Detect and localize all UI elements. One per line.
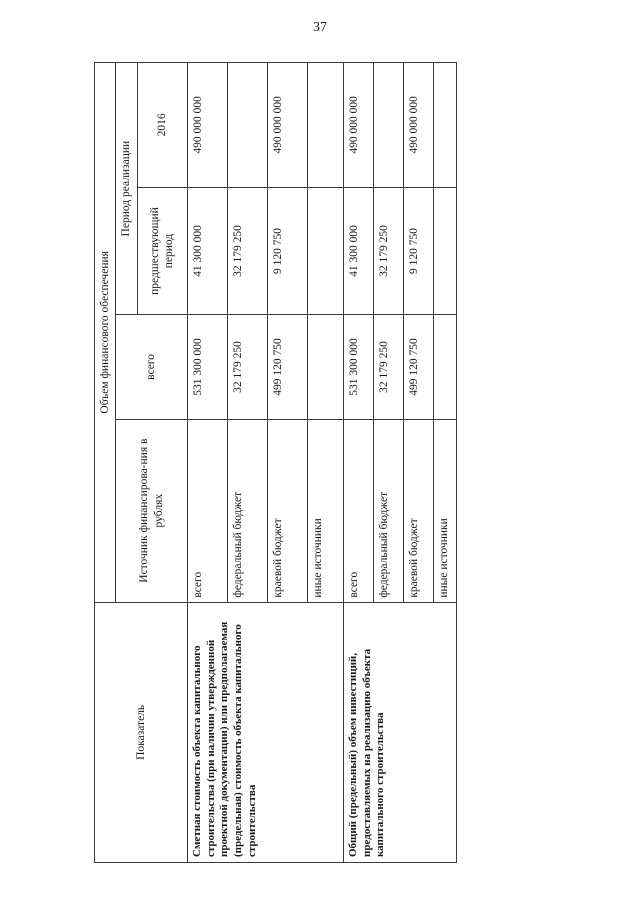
year-cell — [433, 63, 456, 188]
year-cell: 490 000 000 — [187, 63, 227, 188]
year-cell: 490 000 000 — [403, 63, 433, 188]
header-period: Период реализации — [116, 63, 137, 315]
total-cell: 32 179 250 — [227, 315, 267, 419]
previous-cell: 41 300 000 — [343, 187, 373, 314]
year-cell — [307, 63, 343, 188]
total-cell: 531 300 000 — [343, 315, 373, 419]
source-cell: краевой бюджет — [403, 419, 433, 602]
table-row — [187, 63, 227, 863]
source-cell: иные источники — [433, 419, 456, 602]
source-cell: федеральный бюджет — [373, 419, 403, 602]
table-row — [343, 63, 373, 863]
source-cell: федеральный бюджет — [227, 419, 267, 602]
previous-cell — [307, 187, 343, 314]
header-year: 2016 — [137, 63, 187, 188]
header-row-volume — [95, 63, 116, 863]
previous-cell: 32 179 250 — [373, 187, 403, 314]
rotated-table-container — [94, 62, 450, 863]
header-volume: Объем финансового обеспечения — [95, 63, 116, 603]
source-cell: иные источники — [307, 419, 343, 602]
previous-cell: 9 120 750 — [267, 187, 307, 314]
source-cell: всего — [187, 419, 227, 602]
total-cell: 32 179 250 — [373, 315, 403, 419]
source-cell: всего — [343, 419, 373, 602]
total-cell — [433, 315, 456, 419]
year-cell: 490 000 000 — [267, 63, 307, 188]
previous-cell: 9 120 750 — [403, 187, 433, 314]
year-cell — [227, 63, 267, 188]
financing-table — [94, 62, 457, 863]
total-cell — [307, 315, 343, 419]
total-cell: 499 120 750 — [403, 315, 433, 419]
header-indicator: Показатель — [95, 602, 188, 862]
page-number: 37 — [313, 20, 327, 35]
previous-cell: 32 179 250 — [227, 187, 267, 314]
indicator-cell: Сметная стоимость объекта капитального строительства (при наличии утвержденной проектной документации) или предполагаемая (предельная) стоимость объекта капитального строительства — [187, 602, 343, 862]
header-source: Источник финансирова-ния в рублях — [116, 419, 187, 602]
indicator-cell: Общий (предельный) объем инвестиций, предоставляемых на реализацию объекта капитального строительства — [343, 602, 456, 862]
total-cell: 531 300 000 — [187, 315, 227, 419]
year-cell — [373, 63, 403, 188]
previous-cell — [433, 187, 456, 314]
header-previous-period: предшествующий период — [137, 187, 187, 314]
total-cell: 499 120 750 — [267, 315, 307, 419]
previous-cell: 41 300 000 — [187, 187, 227, 314]
year-cell: 490 000 000 — [343, 63, 373, 188]
header-total: всего — [116, 315, 187, 419]
source-cell: краевой бюджет — [267, 419, 307, 602]
